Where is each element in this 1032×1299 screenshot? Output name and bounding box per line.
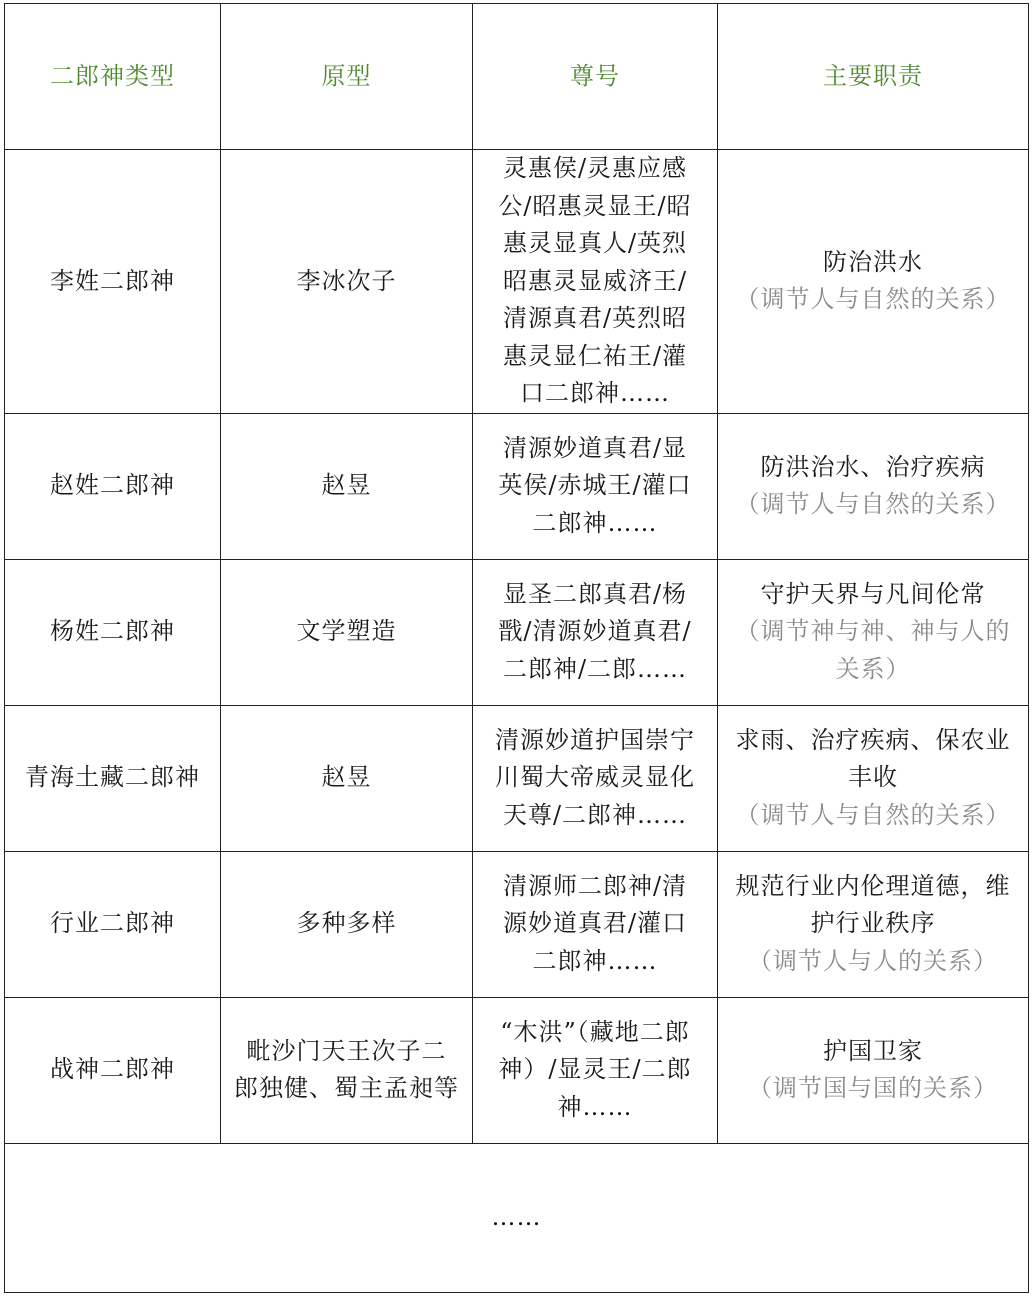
ellipsis-cell: …… [5,1143,1029,1292]
cell-prototype: 赵昱 [221,413,473,559]
honorific-line: “木洪”（藏地二郎 [500,1017,690,1046]
cell-prototype: 赵昱 [221,705,473,851]
cell-duty [718,559,1029,705]
prototype-line: 郎独健、蜀主孟昶等 [234,1074,459,1102]
cell-prototype: 多种多样 [221,851,473,997]
honorific-line: 戬/清源妙道真君/ [498,617,692,646]
honorific-line: 二郎神…… [532,508,658,537]
cell-prototype: 文学塑造 [221,559,473,705]
honorific-line: 昭惠灵显威济王/ [502,266,688,295]
honorific-line: 二郎神…… [532,946,658,975]
honorific-line: 公/昭惠灵显王/昭 [498,191,692,220]
duty-note: （调节人与人的关系） [748,946,998,975]
cell-honorific [473,559,718,705]
table-footer-row [5,1143,1029,1292]
cell-duty [718,851,1029,997]
duty-note: （调节国与国的关系） [748,1074,998,1102]
honorific-line: 川蜀大帝威灵显化 [495,763,695,792]
honorific-line: 惠灵显真人/英烈 [502,229,688,257]
duty-line: 护国卫家 [823,1036,923,1065]
duty-note: （调节人与自然的关系） [735,285,1011,314]
cell-type: 李姓二郎神 [5,150,221,414]
duty-line: 规范行业内伦理道德，维 [735,871,1011,900]
honorific-line: 天尊/二郎神…… [502,800,688,829]
erlang-table [4,3,1029,1293]
header-duty: 主要职责 [718,4,1029,150]
table-row [5,559,1029,705]
duty-line: 丰收 [848,763,898,792]
duty-line: 防治洪水 [823,247,923,276]
cell-duty [718,150,1029,414]
honorific-line: 惠灵显仁祐王/灌 [502,341,688,370]
honorific-line: 清源妙道真君/显 [502,433,688,462]
cell-duty [718,413,1029,559]
table-row [5,997,1029,1143]
cell-honorific [473,851,718,997]
cell-honorific [473,705,718,851]
honorific-line: 显圣二郎真君/杨 [502,579,688,608]
cell-type: 行业二郎神 [5,851,221,997]
honorific-line: 神）/显灵王/二郎 [498,1055,692,1084]
table-header-row [5,4,1029,150]
duty-line: 防洪治水、治疗疾病 [760,452,986,481]
honorific-line: 灵惠侯/灵惠应感 [502,154,688,182]
cell-honorific [473,150,718,414]
cell-type: 杨姓二郎神 [5,559,221,705]
cell-prototype [221,997,473,1143]
header-honorific: 尊号 [473,4,718,150]
table-row [5,851,1029,997]
duty-note: （调节神与神、神与人的 [735,617,1011,646]
cell-honorific [473,997,718,1143]
cell-duty [718,705,1029,851]
honorific-line: 英侯/赤城王/灌口 [498,471,692,500]
honorific-line: 二郎神/二郎…… [502,654,688,683]
honorific-line: 清源妙道护国崇宁 [495,725,695,754]
cell-type: 青海土藏二郎神 [5,705,221,851]
honorific-line: 清源师二郎神/清 [502,871,688,900]
duty-line: 护行业秩序 [810,909,936,938]
duty-line: 求雨、治疗疾病、保农业 [735,725,1011,754]
prototype-line: 毗沙门天王次子二 [246,1036,447,1065]
table-row [5,413,1029,559]
cell-type: 赵姓二郎神 [5,413,221,559]
honorific-line: 清源真君/英烈昭 [502,304,688,332]
honorific-line: 神…… [557,1092,633,1121]
duty-note: （调节人与自然的关系） [735,800,1011,829]
table-row [5,705,1029,851]
honorific-line: 口二郎神…… [520,379,670,407]
cell-prototype: 李冰次子 [221,150,473,414]
duty-line: 守护天界与凡间伦常 [760,579,986,608]
cell-honorific [473,413,718,559]
header-type: 二郎神类型 [5,4,221,150]
header-prototype: 原型 [221,4,473,150]
duty-note: 关系） [835,654,911,683]
cell-duty [718,997,1029,1143]
cell-type: 战神二郎神 [5,997,221,1143]
table-row [5,150,1029,414]
duty-note: （调节人与自然的关系） [735,490,1011,518]
honorific-line: 源妙道真君/灌口 [502,909,688,938]
